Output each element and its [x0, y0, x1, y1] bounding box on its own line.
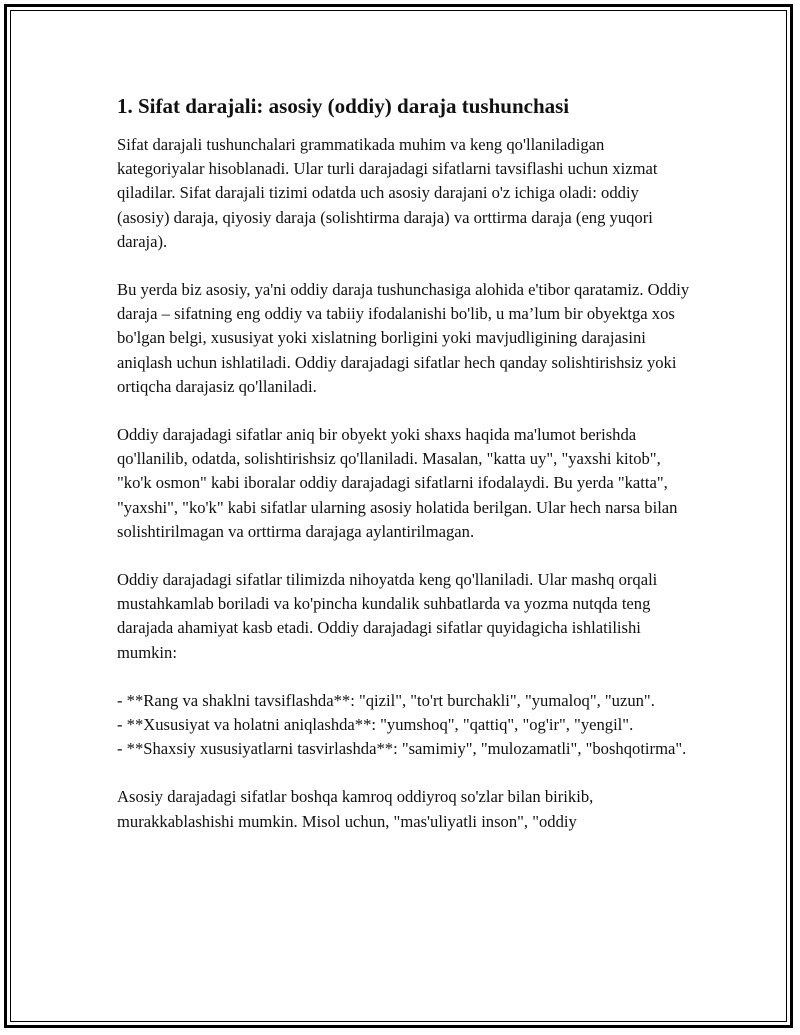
- document-body: [117, 92, 692, 858]
- paragraph-4: Oddiy darajadagi sifatlar tilimizda nihoyatda keng qo'llaniladi. Ular mashq orqali mustahkamlab boriladi va ko'pincha kundalik suhbatlarda va yozma nutqda teng darajada ahamiyat kasb etadi. Oddiy darajadagi sifatlar quyidagicha ishlatilishi mumkin:: [117, 570, 658, 662]
- examples-list: [117, 689, 692, 762]
- closing-paragraph: Asosiy darajadagi sifatlar boshqa kamroq oddiyroq so'zlar bilan birikib, murakkablashishi mumkin. Misol uchun, "mas'uliyatli inson", "oddiy: [117, 787, 594, 831]
- list-item: - **Rang va shaklni tavsiflashda**: "qizil", "to'rt burchakli", "yumaloq", "uzun".: [117, 690, 655, 710]
- list-item: - **Shaxsiy xususiyatlarni tasvirlashda**: "samimiy", "mulozamatli", "boshqotirma".: [117, 739, 687, 759]
- paragraph-3: Oddiy darajadagi sifatlar aniq bir obyekt yoki shaxs haqida ma'lumot berishda qo'llanilib, odatda, solishtirishsiz qo'llaniladi. Masalan, "katta uy", "yaxshi kitob", "ko'k osmon" kabi iboralar oddiy darajadagi sifatlarni ifodalaydi. Bu yerda "katta", "yaxshi", "ko'k" kabi sifatlar ularning asosiy holatida berilgan. Ular hech narsa bilan solishtirilmagan va orttirma darajaga aylantirilmagan.: [117, 425, 678, 541]
- section-heading: 1. Sifat darajali: asosiy (oddiy) daraja tushunchasi: [117, 94, 570, 118]
- paragraph-1: Sifat darajali tushunchalari grammatikada muhim va keng qo'llaniladigan kategoriyalar hisoblanadi. Ular turli darajadagi sifatlarni tavsiflashi uchun xizmat qiladilar. Sifat darajali tizimi odatda uch asosiy darajani o'z ichiga oladi: oddiy (asosiy) daraja, qiyosiy daraja (solishtirma daraja) va orttirma daraja (eng yuqori daraja).: [117, 135, 658, 251]
- paragraph-2: Bu yerda biz asosiy, ya'ni oddiy daraja tushunchasiga alohida e'tibor qaratamiz. Oddiy daraja – sifatning eng oddiy va tabiiy ifodalanishi bo'lib, u ma’lum bir obyektga xos bo'lgan belgi, xususiyat yoki xislatning borligini yoki mavjudligining darajasini aniqlash uchun ishlatiladi. Oddiy darajadagi sifatlar hech qanday solishtirishsiz yoki ortiqcha darajasiz qo'llaniladi.: [117, 280, 690, 396]
- list-item: - **Xususiyat va holatni aniqlashda**: "yumshoq", "qattiq", "og'ir", "yengil".: [117, 715, 634, 735]
